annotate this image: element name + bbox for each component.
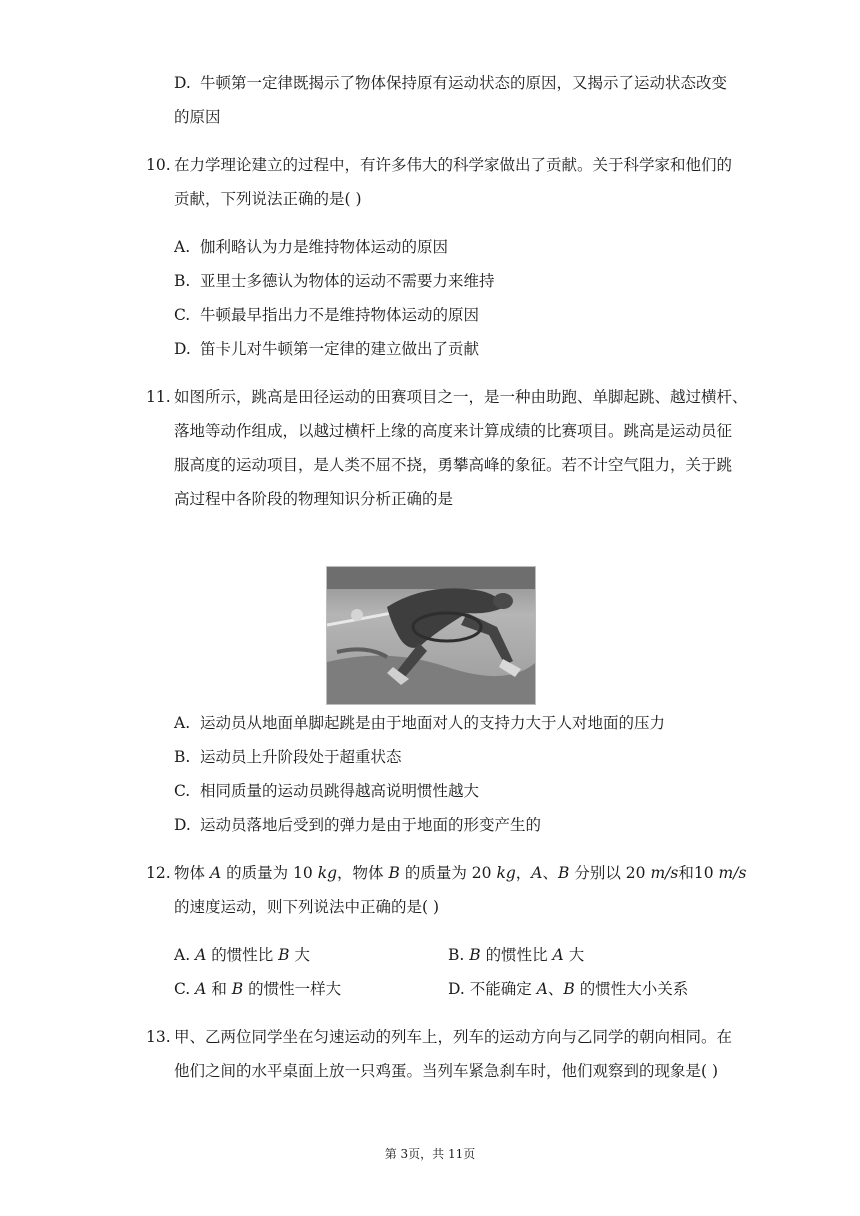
math-number: 10: [693, 864, 714, 882]
q9-option-d-continuation: 的原因: [174, 108, 221, 126]
option-letter: A.: [174, 714, 191, 732]
q11-option-a: [174, 712, 665, 734]
option-letter: D.: [174, 340, 191, 358]
option-text: 相同质量的运动员跳得越高说明惯性越大: [200, 782, 480, 800]
option-text: 和: [211, 980, 227, 998]
question-number: 11.: [146, 388, 171, 406]
q12-option-b: [448, 944, 584, 966]
option-text: 的惯性大小关系: [579, 980, 689, 998]
option-text: 笛卡儿对牛顿第一定律的建立做出了贡献: [200, 340, 480, 358]
option-letter: B.: [174, 272, 191, 290]
stem-text: 、: [542, 864, 559, 882]
q10-option-b: [174, 270, 495, 292]
high-jump-photo: [326, 566, 536, 705]
option-text: 伽利略认为力是维持物体运动的原因: [200, 238, 449, 256]
option-text: 运动员从地面单脚起跳是由于地面对人的支持力大于人对地面的压力: [200, 714, 666, 732]
math-number: 20: [625, 864, 646, 882]
q13-stem-line: 甲、乙两位同学坐在匀速运动的列车上，列车的运动方向与乙同学的朝向相同。在: [174, 1028, 733, 1046]
math-number: 10: [293, 864, 313, 882]
stem-text: 和: [678, 864, 694, 882]
math-unit: m/s: [650, 864, 679, 882]
option-text: 大: [294, 946, 310, 964]
math-number: 20: [471, 864, 492, 882]
stem-text: ，: [515, 864, 532, 882]
option-letter: D.: [174, 816, 191, 834]
page-footer: 第 3页，共 11页: [384, 1147, 476, 1161]
q12-option-d: [448, 978, 688, 1000]
option-text: 的惯性一样大: [248, 980, 342, 998]
option-letter: D.: [174, 74, 191, 92]
math-var: B: [563, 980, 575, 998]
q10-option-d: [174, 338, 479, 360]
q11-stem-line: 高过程中各阶段的物理知识分析正确的是: [174, 490, 454, 508]
option-letter: B.: [448, 946, 465, 964]
stem-text: 物体: [174, 864, 206, 882]
option-text: 不能确定: [469, 980, 532, 998]
option-text: 运动员上升阶段处于超重状态: [200, 748, 402, 766]
q12-stem-line: 的速度运动，则下列说法中正确的是( ): [174, 898, 440, 916]
option-text: 牛顿最早指出力不是维持物体运动的原因: [200, 306, 480, 324]
option-letter: A.: [174, 946, 191, 964]
q10-stem-line: 贡献，下列说法正确的是( ): [174, 190, 362, 208]
option-text: 牛顿第一定律既揭示了物体保持原有运动状态的原因，又揭示了运动状态改变: [200, 74, 728, 92]
q11-option-d: [174, 814, 541, 836]
q10-option-a: [174, 236, 448, 258]
option-letter: A.: [174, 238, 191, 256]
q10-stem-line: 在力学理论建立的过程中，有许多伟大的科学家做出了贡献。关于科学家和他们的: [174, 156, 733, 174]
option-text: 亚里士多德认为物体的运动不需要力来维持: [200, 272, 495, 290]
option-letter: B.: [174, 748, 191, 766]
option-text: 大: [568, 946, 585, 964]
option-text: 的惯性比: [211, 946, 274, 964]
stem-text: 的质量为: [226, 864, 289, 882]
question-number: 13.: [146, 1028, 171, 1046]
math-var: A: [209, 864, 222, 882]
q13-stem-line: 他们之间的水平桌面上放一只鸡蛋。当列车紧急刹车时，他们观察到的现象是( ): [174, 1062, 719, 1080]
option-letter: C.: [174, 980, 191, 998]
q12-option-c: [174, 978, 341, 1000]
q11-stem-line: 如图所示，跳高是田径运动的田赛项目之一，是一种由助跑、单脚起跳、越过横杆、: [174, 388, 748, 406]
q10-option-c: [174, 304, 479, 326]
math-var: A: [195, 980, 207, 998]
option-text: 运动员落地后受到的弹力是由于地面的形变产生的: [200, 816, 542, 834]
stem-text: 分别以: [574, 864, 621, 882]
math-var: B: [558, 864, 570, 882]
math-var: A: [195, 946, 207, 964]
q11-option-b: [174, 746, 402, 768]
q11-stem-line: 服高度的运动项目，是人类不屈不挠，勇攀高峰的象征。若不计空气阻力，关于跳: [174, 456, 733, 474]
q12-option-a: [174, 944, 310, 966]
q11-option-c: [174, 780, 479, 802]
high-jump-photo-drawing: [327, 567, 535, 704]
question-number: 10.: [146, 156, 171, 174]
math-unit: kg: [496, 864, 516, 882]
q9-option-d: [174, 72, 727, 94]
math-var: B: [231, 980, 244, 998]
math-var: B: [278, 946, 290, 964]
math-var: A: [536, 980, 548, 998]
q12-stem-line: [174, 862, 746, 884]
math-unit: kg: [317, 864, 338, 882]
q11-stem-line: 落地等动作组成，以越过横杆上缘的高度来计算成绩的比赛项目。跳高是运动员征: [174, 422, 733, 440]
stem-text: ，物体: [337, 864, 384, 882]
option-text: 的惯性比: [485, 946, 548, 964]
math-var: A: [531, 864, 543, 882]
math-var: B: [388, 864, 400, 882]
math-var: A: [552, 946, 564, 964]
question-number: 12.: [146, 864, 171, 882]
option-letter: D.: [448, 980, 465, 998]
math-unit: m/s: [718, 864, 747, 882]
math-var: B: [469, 946, 481, 964]
stem-text: 的质量为: [404, 864, 467, 882]
option-letter: C.: [174, 782, 191, 800]
option-letter: C.: [174, 306, 191, 324]
option-text: 、: [547, 980, 564, 998]
